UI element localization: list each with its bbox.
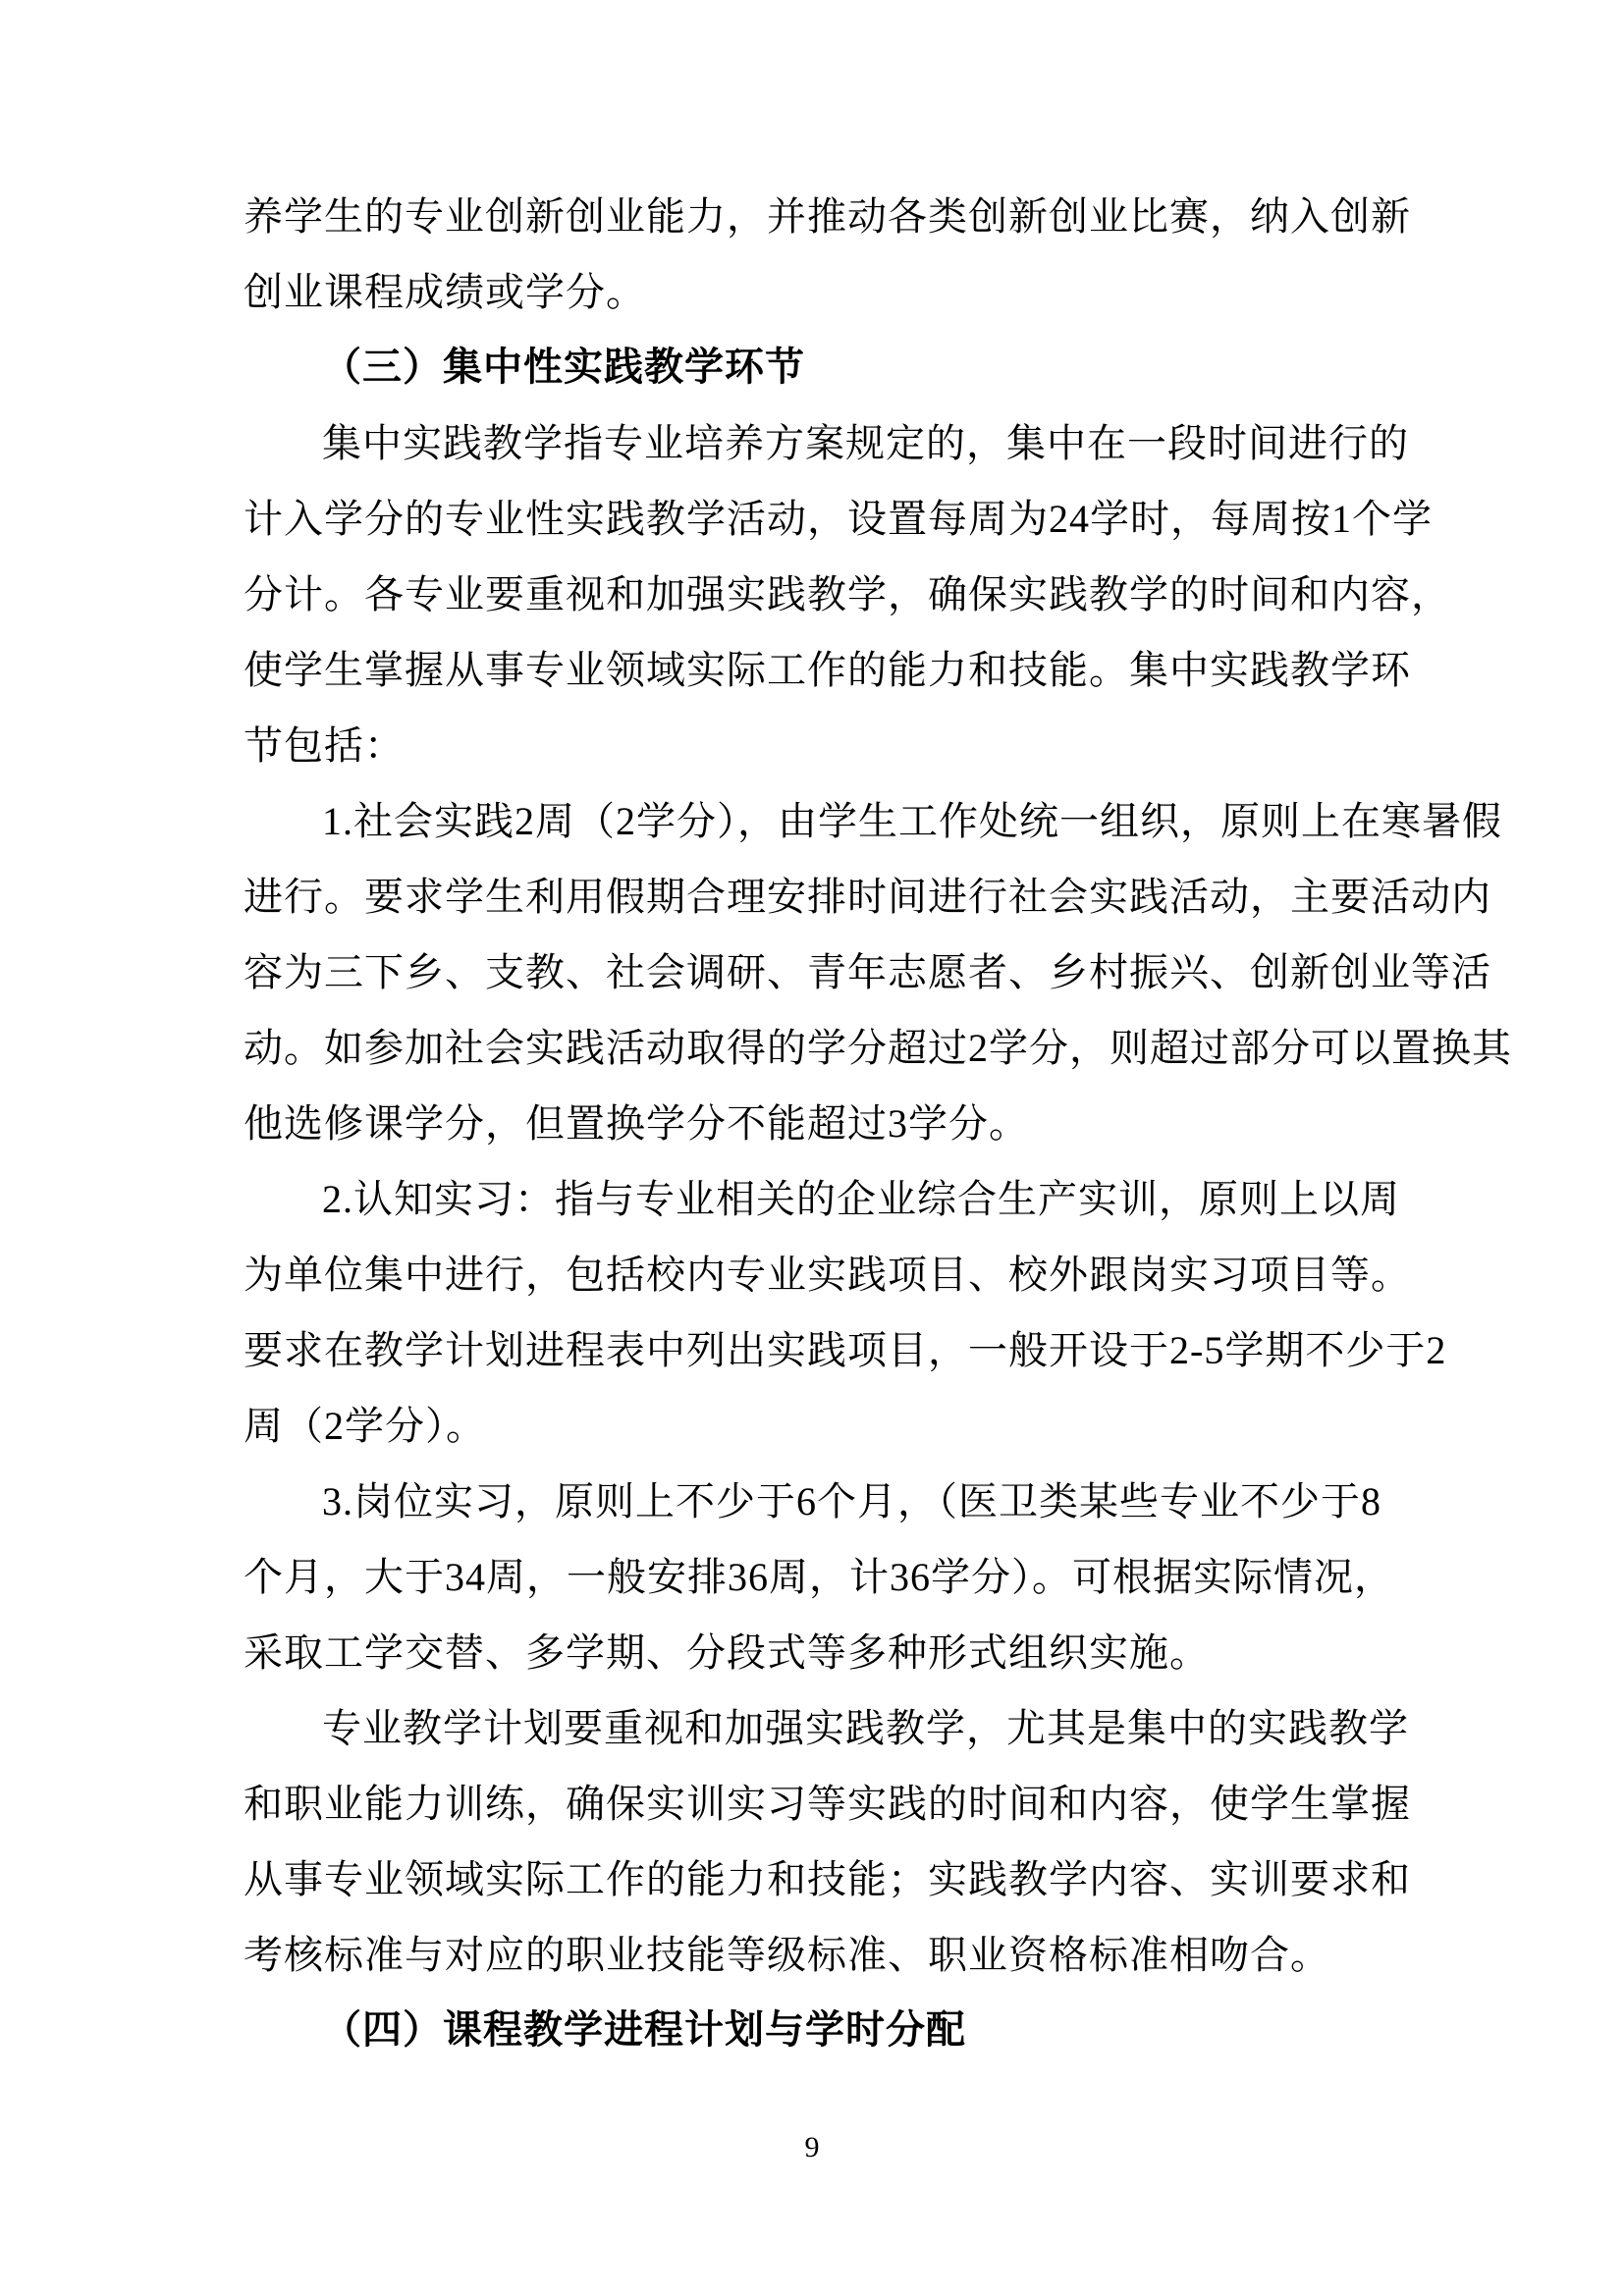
text-line: 2.认知实习：指与专业相关的企业综合生产实训，原则上以周 [322, 1177, 1400, 1221]
text-line: 个月，大于34周，一般安排36周，计36学分）。可根据实际情况， [244, 1555, 1394, 1599]
section-heading: （四）课程教学进程计划与学时分配 [322, 2008, 966, 2052]
text-line: 1.社会实践2周（2学分），由学生工作处统一组织，原则上在寒暑假 [322, 799, 1502, 843]
text-line: 创业课程成绩或学分。 [244, 270, 646, 314]
text-line: 采取工学交替、多学期、分段式等多种形式组织实施。 [244, 1630, 1210, 1675]
page-number: 9 [804, 2131, 820, 2163]
text-line: 专业教学计划要重视和加强实践教学，尤其是集中的实践教学 [322, 1706, 1409, 1750]
text-line: 他选修课学分，但置换学分不能超过3学分。 [244, 1101, 1029, 1146]
text-line: 使学生掌握从事专业领域实际工作的能力和技能。集中实践教学环 [244, 648, 1411, 692]
section-heading: （三）集中性实践教学环节 [322, 346, 805, 389]
document-body [244, 179, 1512, 2068]
text-line: 动。如参加社会实践活动取得的学分超过2学分，则超过部分可以置换其 [244, 1026, 1512, 1070]
text-line: 和职业能力训练，确保实训实习等实践的时间和内容，使学生掌握 [244, 1782, 1411, 1826]
text-line: 要求在教学计划进程表中列出实践项目，一般开设于2-5学期不少于2 [244, 1328, 1447, 1372]
text-line: 3.岗位实习，原则上不少于6个月，（医卫类某些专业不少于8 [322, 1479, 1381, 1523]
text-line: 考核标准与对应的职业技能等级标准、职业资格标准相吻合。 [244, 1933, 1330, 1977]
text-line: 容为三下乡、支教、社会调研、青年志愿者、乡村振兴、创新创业等活 [244, 950, 1491, 994]
text-line: 养学生的专业创新创业能力，并推动各类创新创业比赛，纳入创新 [244, 194, 1411, 239]
text-line: 从事专业领域实际工作的能力和技能；实践教学内容、实训要求和 [244, 1857, 1411, 1901]
text-line: 集中实践教学指专业培养方案规定的，集中在一段时间进行的 [322, 421, 1409, 465]
text-line: 为单位集中进行，包括校内专业实践项目、校外跟岗实习项目等。 [244, 1253, 1411, 1297]
text-line: 周（2学分）。 [244, 1404, 486, 1448]
text-line: 进行。要求学生利用假期合理安排时间进行社会实践活动，主要活动内 [244, 875, 1491, 919]
text-line: 分计。各专业要重视和加强实践教学，确保实践教学的时间和内容， [244, 572, 1451, 616]
text-line: 节包括： [244, 723, 405, 768]
text-line: 计入学分的专业性实践教学活动，设置每周为24学时，每周按1个学 [244, 497, 1433, 541]
